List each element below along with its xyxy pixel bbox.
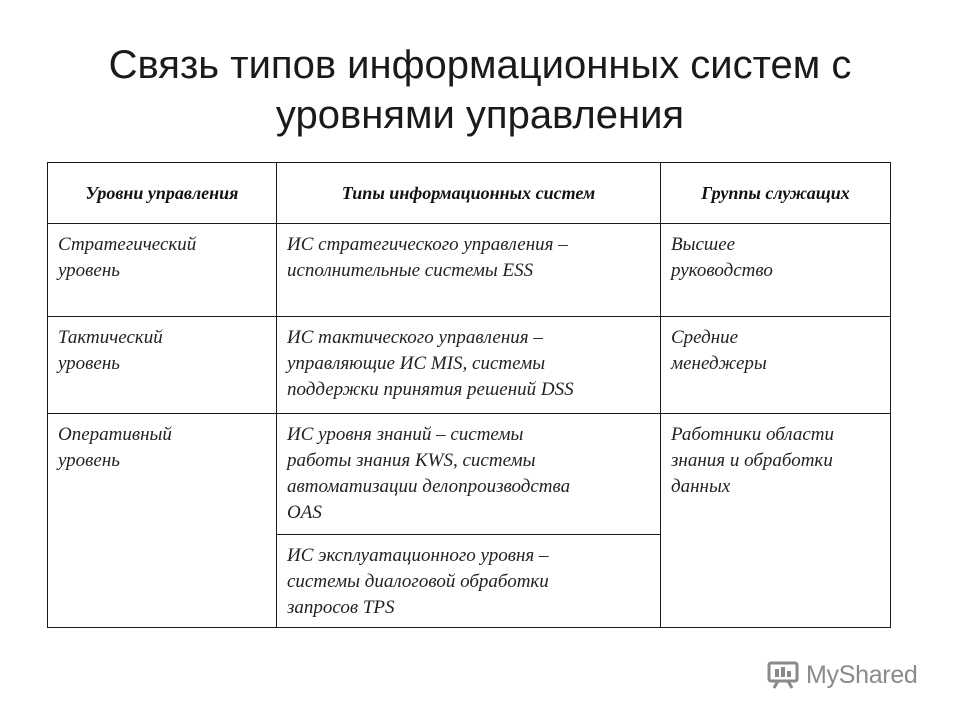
cell-staff-tactical xyxy=(661,317,891,414)
cell-staff-strategic xyxy=(661,224,891,317)
table-row xyxy=(48,414,891,535)
cell-level-tactical xyxy=(48,317,277,414)
cell-systems-operational xyxy=(277,535,661,628)
is-levels-table xyxy=(47,162,891,628)
cell-line: исполнительные системы ESS xyxy=(287,260,534,281)
cell-line: ИС тактического управления – xyxy=(287,327,543,348)
cell-line: ИС эксплуатационного уровня – xyxy=(287,545,549,566)
cell-level-strategic xyxy=(48,224,277,317)
cell-line: Средние xyxy=(671,327,739,348)
cell-line: Стратегический xyxy=(58,234,197,255)
cell-line: Оперативный xyxy=(58,424,172,445)
cell-line: Работники области xyxy=(671,424,834,445)
cell-systems-knowledge xyxy=(277,414,661,535)
cell-line: управляющие ИС MIS, системы xyxy=(287,353,546,374)
cell-systems-tactical xyxy=(277,317,661,414)
cell-line: системы диалоговой обработки xyxy=(287,571,549,592)
cell-line: Высшее xyxy=(671,234,736,255)
table-header-row xyxy=(48,163,891,224)
cell-line: уровень xyxy=(58,353,120,374)
cell-line: ИС стратегического управления – xyxy=(287,234,568,255)
cell-line: запросов TPS xyxy=(287,597,395,618)
table-row xyxy=(48,317,891,414)
slide-title-line-1: Связь типов информационных систем с xyxy=(108,43,852,87)
header-system-types: Типы информационных систем xyxy=(277,163,661,224)
cell-staff-operational xyxy=(661,414,891,628)
cell-line: уровень xyxy=(58,450,120,471)
cell-line: OAS xyxy=(287,502,322,523)
cell-line: руководство xyxy=(671,260,773,281)
watermark-text: MyShared xyxy=(806,660,918,689)
slide-title-line-2: уровнями управления xyxy=(275,93,685,137)
cell-systems-strategic xyxy=(277,224,661,317)
cell-line: автоматизации делопроизводства xyxy=(287,476,571,497)
cell-line: поддержки принятия решений DSS xyxy=(287,379,574,400)
header-employee-groups: Группы служащих xyxy=(661,163,891,224)
header-management-levels: Уровни управления xyxy=(48,163,277,224)
cell-line: менеджеры xyxy=(671,353,767,374)
table-row xyxy=(48,224,891,317)
presentation-board-icon xyxy=(766,660,800,690)
cell-line: знания и обработки xyxy=(671,450,833,471)
cell-line: уровень xyxy=(58,260,120,281)
cell-line: ИС уровня знаний – системы xyxy=(287,424,524,445)
slide-title xyxy=(40,40,920,140)
cell-level-operational xyxy=(48,414,277,628)
myshared-watermark xyxy=(766,655,918,695)
cell-line: работы знания KWS, системы xyxy=(287,450,536,471)
cell-line: данных xyxy=(671,476,731,497)
cell-line: Тактический xyxy=(58,327,163,348)
